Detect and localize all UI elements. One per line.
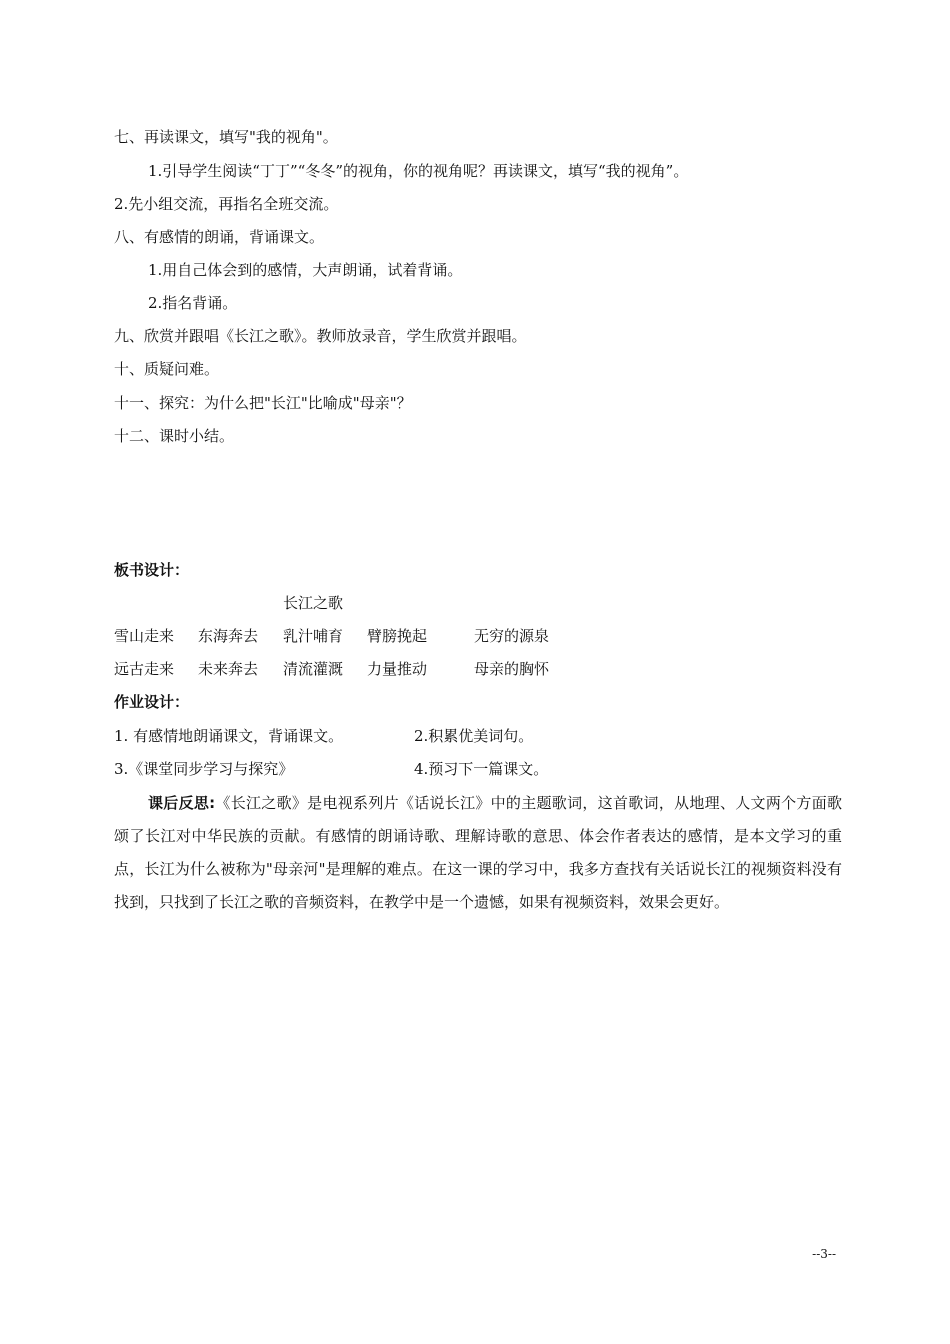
step-7: 七、再读课文，填写"我的视角"。: [114, 128, 338, 146]
homework-item-2: 2.积累优美词句。: [414, 727, 534, 745]
homework-item-4: 4.预习下一篇课文。: [414, 760, 549, 778]
step-12: 十二、课时小结。: [114, 427, 235, 445]
board-row1-cell: 臂膀挽起: [367, 627, 428, 645]
step-10: 十、质疑问难。: [114, 360, 220, 378]
board-title: 长江之歌: [283, 594, 344, 612]
step-8-2: 2.指名背诵。: [148, 294, 238, 312]
board-row1-cell: 乳汁哺育: [283, 627, 344, 645]
reflection-text: 《长江之歌》是电视系列片《话说长江》中的主题歌词，这首歌词，从地理、人文两个方面歌颂了长江对中华民族的贡献。有感情的朗诵诗歌、理解诗歌的意思、体会作者表达的感情，是本文学习的重点，长江为什么被称为"母亲河"是理解的难点。在这一课的学习中，我多方查找有关话说长江的视频资料没有找到，只找到了长江之歌的音频资料，在教学中是一个遗憾，如果有视频资料，效果会更好。: [114, 794, 842, 911]
reflection-label: 课后反思:: [148, 794, 216, 812]
step-8: 八、有感情的朗诵，背诵课文。: [114, 228, 325, 246]
board-row1-cell: 雪山走来: [114, 627, 175, 645]
step-8-1: 1.用自己体会到的感情，大声朗诵，试着背诵。: [148, 261, 463, 279]
board-row2-cell: 清流灌溉: [283, 660, 344, 678]
step-9: 九、欣赏并跟唱《长江之歌》。教师放录音，学生欣赏并跟唱。: [114, 327, 527, 345]
board-row2-cell: 远古走来: [114, 660, 175, 678]
board-row2-cell: 力量推动: [367, 660, 428, 678]
step-7-2: 2.先小组交流，再指名全班交流。: [114, 195, 339, 213]
board-row1-cell: 无穷的源泉: [474, 627, 550, 645]
homework-heading: 作业设计：: [114, 693, 190, 711]
homework-item-3: 3.《课堂同步学习与探究》: [114, 760, 294, 778]
board-row2-cell: 未来奔去: [198, 660, 259, 678]
board-heading: 板书设计：: [114, 561, 190, 579]
board-row2-cell: 母亲的胸怀: [474, 660, 550, 678]
board-row1-cell: 东海奔去: [198, 627, 259, 645]
step-7-1: 1.引导学生阅读“丁丁”“冬冬”的视角，你的视角呢？再读课文，填写“我的视角”。: [148, 162, 689, 180]
reflection-paragraph: [114, 787, 842, 919]
page-number: --3--: [812, 1247, 836, 1261]
homework-item-1: 1. 有感情地朗诵课文，背诵课文。: [114, 727, 344, 745]
step-11: 十一、探究：为什么把"长江"比喻成"母亲"？: [114, 394, 412, 412]
